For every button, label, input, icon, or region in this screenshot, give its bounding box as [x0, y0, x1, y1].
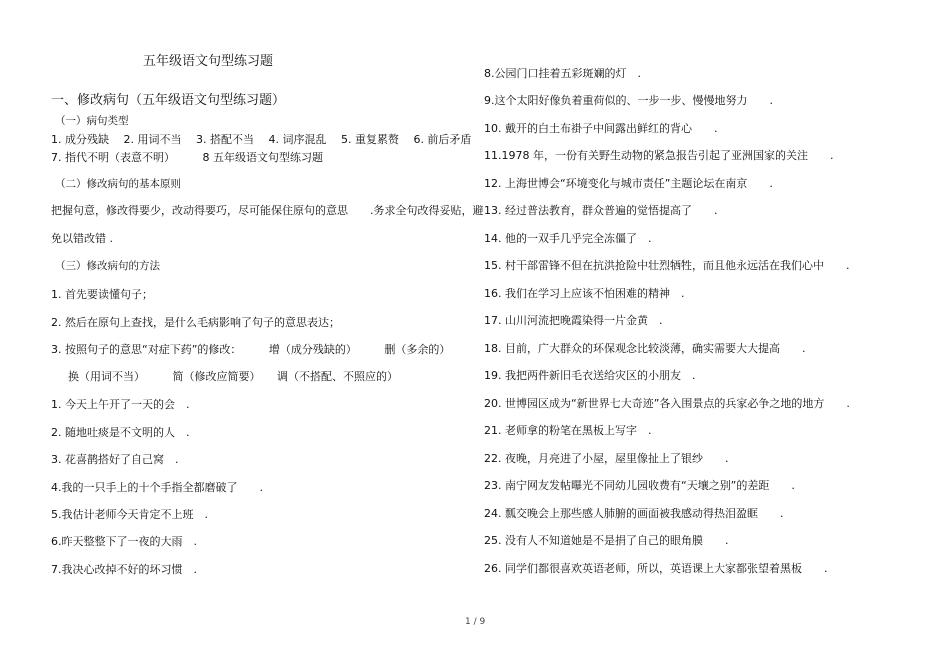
method-2: 2. 然后在原句上查找，是什么毛病影响了句子的意思表达；: [51, 316, 340, 329]
right-sentence: 19. 我把两件新旧毛衣送给灾区的小朋友 .: [484, 369, 696, 382]
right-sentence: 16. 我们在学习上应该不怕困难的精神 .: [484, 287, 685, 300]
left-sentence: 6.昨天整整下了一夜的大雨 .: [51, 535, 197, 548]
method-3-line-1: 3. 按照句子的意思“对症下药”的修改： 增（成分残缺的） 删（多余的）: [51, 343, 451, 356]
left-sentence: 1. 今天上午开了一天的会 .: [51, 398, 190, 411]
left-sentence: 3. 花喜鹊搭好了自己窝 .: [51, 453, 179, 466]
right-sentence: 22. 夜晚，月亮进了小屋，屋里像扯上了银纱 .: [484, 452, 729, 465]
method-1: 1. 首先要读懂句子；: [51, 288, 153, 301]
right-sentence: 23. 南宁网友发帖曝光不同幼儿园收费有“天壤之别”的差距 .: [484, 479, 795, 492]
page-number: 1 / 9: [465, 617, 486, 627]
left-sentence: 2. 随地吐痰是不文明的人 .: [51, 426, 190, 439]
right-sentence: 8.公园门口挂着五彩斑斓的灯 .: [484, 67, 641, 80]
right-sentence: 9.这个太阳好像负着重荷似的、一步一步、慢慢地努力 .: [484, 94, 773, 107]
types-line-1: 1. 成分残缺 2. 用词不当 3. 搭配不当 4. 词序混乱 5. 重复累赘 6. 前后矛盾: [51, 133, 472, 146]
document-title: 五年级语文句型练习题: [143, 54, 274, 69]
right-sentence: 24. 瓢交晚会上那些感人肺腑的画面被我感动得热泪盈眶 .: [484, 507, 784, 520]
right-sentence: 11.1978 年，一份有关野生动物的紧急报告引起了亚洲国家的关注 .: [484, 149, 834, 162]
left-sentence: 7.我决心改掉不好的坏习惯 .: [51, 563, 197, 576]
types-line-2: 7. 指代不明（表意不明） 8 五年级语文句型练习题: [51, 151, 323, 164]
left-sentence: 5.我估计老师今天肯定不上班 .: [51, 508, 208, 521]
method-3-line-2: 换（用词不当） 简（修改应简要） 调（不搭配、不照应的）: [68, 370, 398, 383]
right-sentence: 10. 戴开的白土布褂子中间露出鲜红的背心 .: [484, 122, 718, 135]
right-sentence: 12. 上海世博会“环境变化与城市责任”主题论坛在南京 .: [484, 177, 773, 190]
right-sentence: 17. 山川河流把晚霞染得一片金黄 .: [484, 314, 663, 327]
subsection-principle: （二）修改病句的基本原则: [55, 178, 181, 190]
left-sentence: 4.我的一只手上的十个手指全都磨破了 .: [51, 481, 263, 494]
subsection-methods: （三）修改病句的方法: [55, 260, 160, 272]
subsection-types: （一）病句类型: [55, 115, 129, 127]
right-sentence: 14. 他的一双手几乎完全冻僵了 .: [484, 232, 652, 245]
section-heading: 一、修改病句（五年级语文句型练习题）: [51, 93, 286, 108]
right-sentence: 21. 老师拿的粉笔在黑板上写字 .: [484, 424, 652, 437]
right-sentence: 26. 同学们都很喜欢英语老师，所以，英语课上大家都张望着黑板 .: [484, 562, 828, 575]
right-sentence: 13. 经过普法教育，群众普遍的觉悟提高了 .: [484, 204, 718, 217]
right-sentence: 18. 目前，广大群众的环保观念比较淡薄，确实需要大大提高 .: [484, 342, 806, 355]
right-sentence: 20. 世博园区成为“新世界七大奇迹”各入围景点的兵家必争之地的地方 .: [484, 397, 850, 410]
right-sentence: 25. 没有人不知道她是不是捐了自己的眼角膜 .: [484, 534, 729, 547]
right-sentence: 15. 村干部雷锋不但在抗洪抢险中壮烈牺牲，而且他永远活在我们心中 .: [484, 259, 850, 272]
principle-line-1: 把握句意，修改得要少，改动得要巧，尽可能保住原句的意思 .务求全句改得妥贴，避: [51, 204, 484, 217]
principle-line-2: 免以错改错 .: [51, 232, 113, 245]
